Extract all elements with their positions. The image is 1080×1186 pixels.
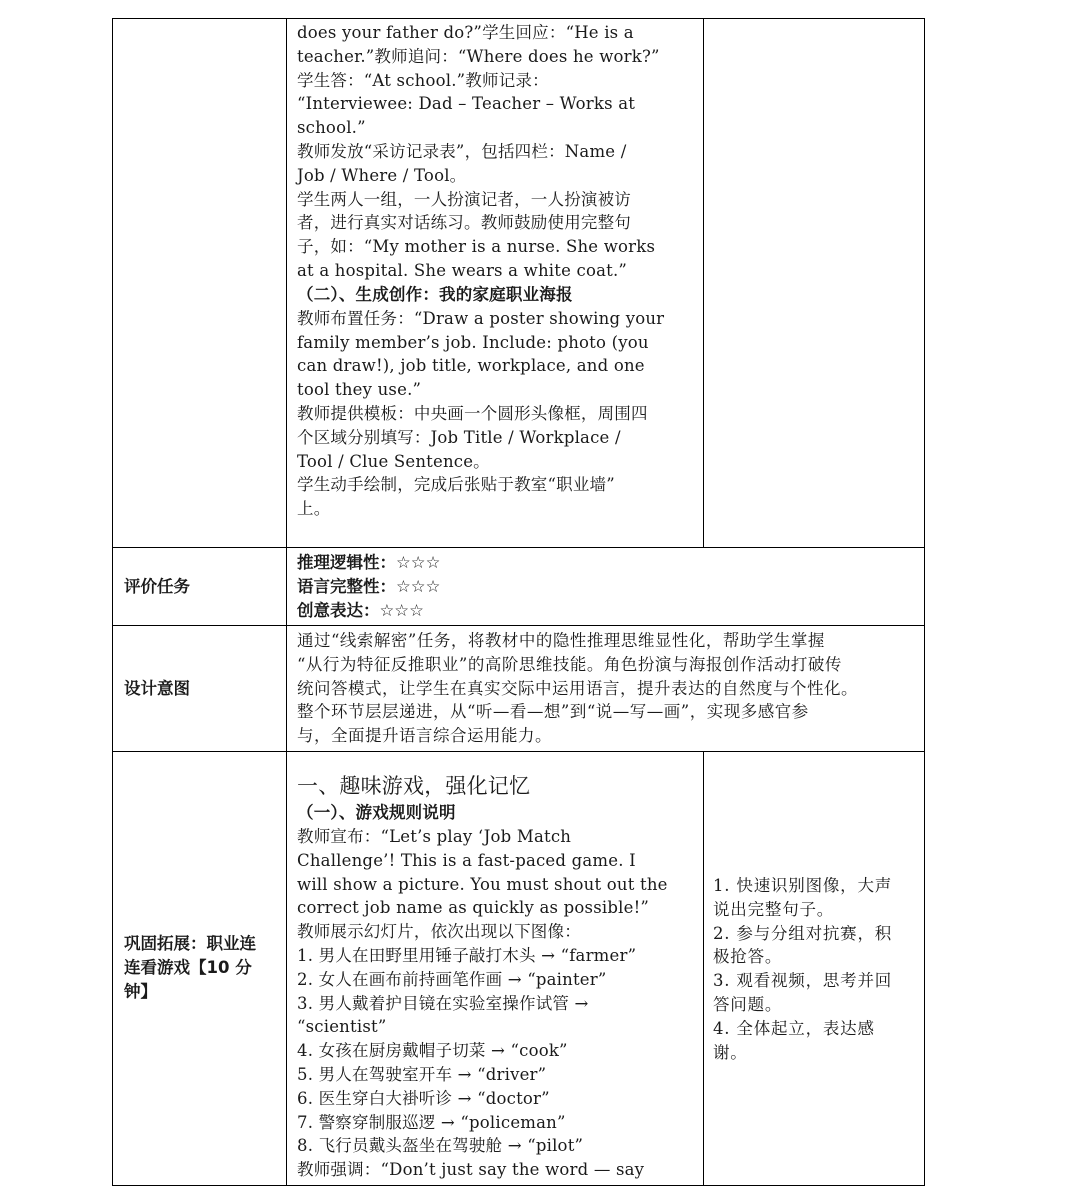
list-item: 7. 警察穿制服巡逻 → “policeman” <box>297 1112 566 1132</box>
text-line: 教师展示幻灯片，依次出现以下图像： <box>297 922 581 942</box>
list-item: 4. 女孩在厨房戴帽子切菜 → “cook” <box>297 1041 568 1061</box>
text-line: teacher.”教师追问：“Where does he work?” <box>297 46 660 66</box>
table-border-top <box>112 18 925 19</box>
evaluation-label: 评价任务 <box>124 577 190 596</box>
evaluation-item: 创意表达：☆☆☆ <box>297 601 424 620</box>
evaluation-items <box>297 551 897 623</box>
text-line: 上。 <box>297 499 331 519</box>
section-heading: 一、趣味游戏，强化记忆 <box>297 774 531 798</box>
text-line: 教师发放“采访记录表”，包括四栏：Name / <box>297 141 627 161</box>
list-item: 2. 女人在画布前持画笔作画 → “painter” <box>297 969 607 989</box>
text-line: correct job name as quickly as possible!” <box>297 898 650 918</box>
text-line: 3. 观看视频，思考并回 <box>713 971 893 991</box>
section-subheading: （一）、游戏规则说明 <box>297 803 456 822</box>
text-line: 说出完整句子。 <box>713 899 835 919</box>
column-divider-2a <box>703 18 704 548</box>
list-item: 3. 男人戴着护目镜在实验室操作试管 → <box>297 993 589 1013</box>
student-activity <box>713 874 918 1064</box>
text-line: 个区域分别填写：Job Title / Workplace / <box>297 427 621 447</box>
text-line: 与，全面提升语言综合运用能力。 <box>297 726 552 746</box>
activity-cell <box>297 21 697 521</box>
evaluation-item: 推理逻辑性：☆☆☆ <box>297 553 441 572</box>
text-line: 子，如：“My mother is a nurse. She works <box>297 237 656 257</box>
text-line: 答问题。 <box>713 994 783 1014</box>
list-item: 8. 飞行员戴头盔坐在驾驶舱 → “pilot” <box>297 1136 584 1156</box>
text-line: can draw!), job title, workplace, and one <box>297 356 645 376</box>
text-line: 者，进行真实对话练习。教师鼓励使用完整句 <box>297 213 631 233</box>
text-line: 整个环节层层递进，从“听—看—想”到“说—写—画”，实现多感官参 <box>297 702 809 722</box>
text-line: “Interviewee: Dad – Teacher – Works at <box>297 94 636 114</box>
table-border-left <box>112 18 113 1186</box>
text-line: will show a picture. You must shout out the <box>297 874 668 894</box>
column-divider-1 <box>286 18 287 1186</box>
section-2-title: （二）、生成创作：我的家庭职业海报 <box>297 284 573 304</box>
consolidation-label <box>124 932 280 1004</box>
text-line: “从行为特征反推职业”的高阶思维技能。角色扮演与海报创作活动打破传 <box>297 654 842 674</box>
text-line: 通过“线索解密”任务，将教材中的隐性推理思维显性化，帮助学生掌握 <box>297 631 825 650</box>
text-line: 极抢答。 <box>713 947 783 967</box>
text-line: Job / Where / Tool。 <box>297 165 467 185</box>
row-divider-3 <box>112 751 925 752</box>
text-line: Challenge’! This is a fast-paced game. I <box>297 850 636 870</box>
text-line: 1. 快速识别图像，大声 <box>713 876 893 895</box>
evaluation-item: 语言完整性：☆☆☆ <box>297 577 441 596</box>
text-line: 教师布置任务：“Draw a poster showing your <box>297 308 665 328</box>
text-line: school.” <box>297 118 366 138</box>
list-item: 1. 男人在田野里用锤子敲打木头 → “farmer” <box>297 945 637 965</box>
text-line: 统问答模式，让学生在真实交际中运用语言，提升表达的自然度与个性化。 <box>297 678 858 698</box>
text-line: family member’s job. Include: photo (you <box>297 332 649 352</box>
text-line: 谢。 <box>713 1042 748 1062</box>
text-line: 钟】 <box>124 982 157 1001</box>
text-line: tool they use.” <box>297 380 422 400</box>
row-divider-2 <box>112 625 925 626</box>
text-line: at a hospital. She wears a white coat.” <box>297 260 628 280</box>
text-line: does your father do?”学生回应：“He is a <box>297 23 634 42</box>
text-line: 学生答：“At school.”教师记录： <box>297 70 549 90</box>
list-item: 5. 男人在驾驶室开车 → “driver” <box>297 1064 547 1084</box>
consolidation-activity <box>297 771 697 1182</box>
text-line: 连看游戏【10 分 <box>124 958 252 977</box>
design-text <box>297 629 919 748</box>
column-divider-2b <box>703 752 704 1186</box>
text-line: 学生两人一组，一人扮演记者，一人扮演被访 <box>297 189 631 209</box>
activity-lines-2 <box>297 307 697 521</box>
text-line: 教师宣布：“Let’s play ‘Job Match <box>297 827 572 846</box>
activity-lines <box>297 21 697 283</box>
text-line: Tool / Clue Sentence。 <box>297 451 490 471</box>
design-label: 设计意图 <box>124 679 190 698</box>
table-border-right <box>924 18 925 1186</box>
row-divider-1 <box>112 547 925 548</box>
text-line: 学生动手绘制，完成后张贴于教室“职业墙” <box>297 475 615 495</box>
text-line: 教师强调：“Don’t just say the word — say <box>297 1160 645 1180</box>
text-line: 2. 参与分组对抗赛，积 <box>713 923 893 943</box>
list-item: “scientist” <box>297 1017 387 1037</box>
list-item: 6. 医生穿白大褂听诊 → “doctor” <box>297 1088 550 1108</box>
text-line: 教师提供模板：中央画一个圆形头像框，周围四 <box>297 403 648 423</box>
text-line: 4. 全体起立，表达感 <box>713 1018 875 1038</box>
text-line: 巩固拓展：职业连 <box>124 934 256 953</box>
